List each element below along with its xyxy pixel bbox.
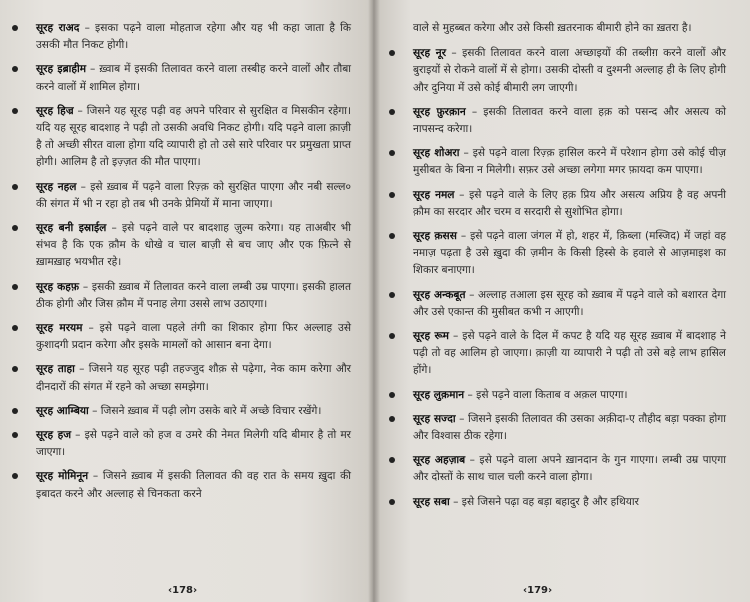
surah-name: सूरह ताहा xyxy=(36,363,75,376)
bullet-icon xyxy=(12,184,18,190)
surah-description: – इसे पढ़ने वाले के लिए हक़ प्रिय और असत्य अप्रिय है वह अपनी क़ौम का सरदार और चरम व सरदारी से सुशोभित होगा। xyxy=(413,188,726,218)
surah-name: सूरह सबा xyxy=(413,495,450,508)
surah-description: – इसकी तिलावत करने वाला अच्छाइयों की तब्लीग़ करने वालों और बुराइयों से रोकने वालों में से होगा। उसकी दोस्ती व दुश्मनी अल्लाह ही के लिए होगी और दुनिया में उसे कोई बीमारी लग जाएगी। xyxy=(413,47,727,94)
surah-name: सूरह सज्दा xyxy=(413,412,456,425)
left-entry-list xyxy=(36,20,351,503)
surah-name: सूरह शोअरा xyxy=(413,147,460,160)
bullet-icon xyxy=(389,233,395,239)
right-page xyxy=(373,0,750,602)
bullet-icon xyxy=(12,284,18,290)
surah-description: – इसका पढ़ने वाला मोहताज रहेगा और यह भी कहा जाता है कि उसकी मौत निकट होगी। xyxy=(36,22,351,52)
bullet-icon xyxy=(12,408,18,414)
surah-entry xyxy=(413,328,726,380)
surah-description: – इसे पढ़ने वाले पर बादशाह ज़ुल्म करेगा। यह ताअबीर भी संभव है कि एक क़ौम के धोखे व चाल बाज़ी से बच जाए और एक फ़ित्ने से ख़ामख़ाह भयभीत रहे। xyxy=(36,222,351,269)
surah-name: सूरह अन्कबूत xyxy=(413,288,466,301)
bullet-icon xyxy=(12,366,18,372)
surah-description: – इसकी तिलावत करने वाला हक़ को पसन्द और असत्य को नापसन्द करेगा। xyxy=(413,105,726,136)
surah-description: – इसे पढ़ने वाला जंगल में हो, शहर में, क़िब्ला (मस्जिद) में जहां वह नमाज़ पढ़ता है उसे ख़ुदा की ज़मीन के किसी हिस्से के हवाले से आज़माइश का शिकार बनाएगा। xyxy=(413,230,726,277)
surah-description: – इसे पढ़ने वाला पहले तंगी का शिकार होगा फिर अल्लाह उसे कुशादगी प्रदान करेगा और इसके मामलों को आसान बना देगा। xyxy=(36,322,351,352)
surah-entry xyxy=(413,104,726,138)
bullet-icon xyxy=(389,150,395,156)
surah-name: सूरह नमल xyxy=(413,188,455,201)
surah-entry xyxy=(413,411,726,445)
surah-entry xyxy=(36,427,351,461)
surah-entry xyxy=(36,279,351,313)
surah-name: सूरह आम्बिया xyxy=(36,404,89,417)
bullet-icon xyxy=(389,50,395,56)
surah-name: सूरह रूम xyxy=(413,330,450,343)
book-gutter xyxy=(368,0,380,602)
surah-name: सूरह कहफ़ xyxy=(36,280,80,293)
surah-entry xyxy=(36,361,351,395)
surah-name: सूरह नहल xyxy=(36,180,77,193)
page-number-left-value: 178 xyxy=(172,585,193,596)
surah-name: सूरह नूर xyxy=(413,47,447,60)
surah-name: सूरह फ़ुरक़ान xyxy=(413,105,466,118)
surah-entry xyxy=(413,228,726,280)
bullet-icon xyxy=(389,416,395,422)
surah-description: – इसे पढ़ने वाले को हज व उमरे की नेमत मिलेगी यदि बीमार है तो मर जाएगा। xyxy=(36,429,352,459)
surah-description: – इसे पढ़ने वाला किताब व अक़ल पाएगा। xyxy=(464,388,628,401)
page-number-right-value: 179 xyxy=(527,585,548,596)
page-number-right: ‹179› xyxy=(523,585,553,596)
surah-entry xyxy=(36,103,351,172)
surah-entry xyxy=(413,452,726,486)
surah-name: सूरह राअद xyxy=(36,22,80,34)
surah-name: सूरह क़सस xyxy=(413,230,457,243)
surah-entry xyxy=(36,179,351,213)
surah-description: – जिसने यह सूरह पढ़ी वह अपने परिवार से सुरक्षित व मिसकीन रहेगा। यदि यह सूरह बादशाह ने पढ़ी तो उसकी अवधि निकट होगी। यदि पढ़ने वाला क़ाज़ी है तो अच्छी सीरत वाला होगा यदि व्यापारी हो तो उसे सारे परिवार पर प्रमुखता प्राप्त होगी। आलिम है तो इज़्ज़त की मौत पाएगा। xyxy=(36,104,351,169)
bullet-icon xyxy=(389,292,395,298)
surah-entry xyxy=(413,187,726,221)
surah-entry xyxy=(36,20,351,54)
surah-description: – इसे पढ़ने वाला अपने ख़ानदान के गुन गाएगा। लम्बी उम्र पाएगा और दोस्तों के साथ चाल चली करने वाला होगा। xyxy=(413,454,726,484)
page-number-left: ‹178› xyxy=(168,585,198,596)
surah-description: – ख़्वाब में इसकी तिलावत करने वाला तस्बीह करने वालों और तौबा करने वालों में शामिल होगा। xyxy=(36,63,351,93)
left-page xyxy=(0,0,373,602)
surah-entry xyxy=(413,387,726,404)
bullet-icon xyxy=(12,325,18,331)
bullet-icon xyxy=(12,66,18,72)
surah-description: – जिसने यह सूरह पढ़ी तहज्जुद शौक़ से पढ़ेगा, नेक काम करेगा और दीनदारों की संगत में रहने को अच्छा समझेगा। xyxy=(36,363,351,393)
bullet-icon xyxy=(12,473,18,479)
surah-entry xyxy=(36,468,351,502)
surah-description: – इसे जिसने पढ़ा वह बड़ा बहादुर है और हथियार xyxy=(449,495,639,508)
surah-description: – जिसने ख़्वाब में पढ़ी लोग उसके बारे में अच्छे विचार रखेंगे। xyxy=(88,404,322,417)
surah-description: – इसकी ख़्वाब में तिलावत करने वाला लम्बी उम्र पाएगा। इसकी हालत ठीक होगी और जिस क़ौम में पनाह लेगा उससे लाभ उठाएगा। xyxy=(36,280,351,310)
surah-description: – इसे पढ़ने वाला रिज़्क़ हासिल करने में परेशान होगा उसे कोई चीज़ मुसीबत के बिना न मिलेगी। सफ़र उसे अच्छा लगेगा मगर फ़ायदा कम पाएगा। xyxy=(413,147,726,177)
surah-name: सूरह बनी इस्राईल xyxy=(36,222,107,235)
bullet-icon xyxy=(389,192,395,198)
surah-description: – इसे पढ़ने वाले के दिल में कपट है यदि यह सूरह ख़्वाब में बादशाह ने पढ़ी तो वह आलिम हो जाएगा। क़ाज़ी या व्यापारी ने पढ़ी तो उसे बड़े लाभ हासिल होंगे। xyxy=(413,330,727,377)
surah-name: सूरह इब्राहीम xyxy=(36,63,87,76)
surah-description: – अल्लाह तआला इस सूरह को ख़्वाब में पढ़ने वाले को बशारत देगा और उसे एकान्त की मुसीबत कभी न आएगी। xyxy=(413,288,726,318)
surah-description: – जिसने इसकी तिलावत की उसका अक़ीदा-ए तौहीद बड़ा पक्का होगा और विश्वास ठीक रहेगा। xyxy=(413,412,726,443)
surah-entry xyxy=(413,494,726,511)
surah-description: – जिसने ख़्वाब में इसकी तिलावत की वह रात के समय ख़ुदा की इबादत करने और अल्लाह से चिनकता करने xyxy=(36,470,351,500)
surah-name: सूरह अहज़ाब xyxy=(413,454,466,467)
surah-entry xyxy=(36,61,351,95)
bullet-icon xyxy=(389,392,395,398)
bullet-icon xyxy=(12,25,18,31)
surah-name: सूरह हिज्र xyxy=(36,104,74,117)
bullet-icon xyxy=(12,432,18,438)
bullet-icon xyxy=(389,109,395,115)
bullet-icon xyxy=(389,457,395,463)
surah-name: सूरह लुक़मान xyxy=(413,388,465,401)
bullet-icon xyxy=(12,108,18,114)
surah-entry xyxy=(413,287,726,321)
surah-name: सूरह मोमिनून xyxy=(36,470,89,483)
bullet-icon xyxy=(12,225,18,231)
surah-entry xyxy=(413,45,726,97)
surah-entry xyxy=(36,220,351,272)
right-entry-list xyxy=(413,45,726,511)
bullet-icon xyxy=(389,499,395,505)
surah-name: सूरह हज xyxy=(36,429,72,442)
surah-entry xyxy=(413,145,726,179)
surah-name: सूरह मरयम xyxy=(36,322,83,335)
surah-entry xyxy=(36,320,351,354)
bullet-icon xyxy=(389,333,395,339)
continuation-text: वाले से मुहब्बत करेगा और उसे किसी ख़तरनाक बीमारी होने का ख़तरा है। xyxy=(413,22,692,34)
surah-description: – इसे ख़्वाब में पढ़ने वाला रिज़्क़ को सुरक्षित पाएगा और नबी सल्ल० की संगत में भी न रहा हो तब भी उनके प्रेमियों में माना जाएगा। xyxy=(36,180,351,210)
surah-entry xyxy=(36,403,351,420)
